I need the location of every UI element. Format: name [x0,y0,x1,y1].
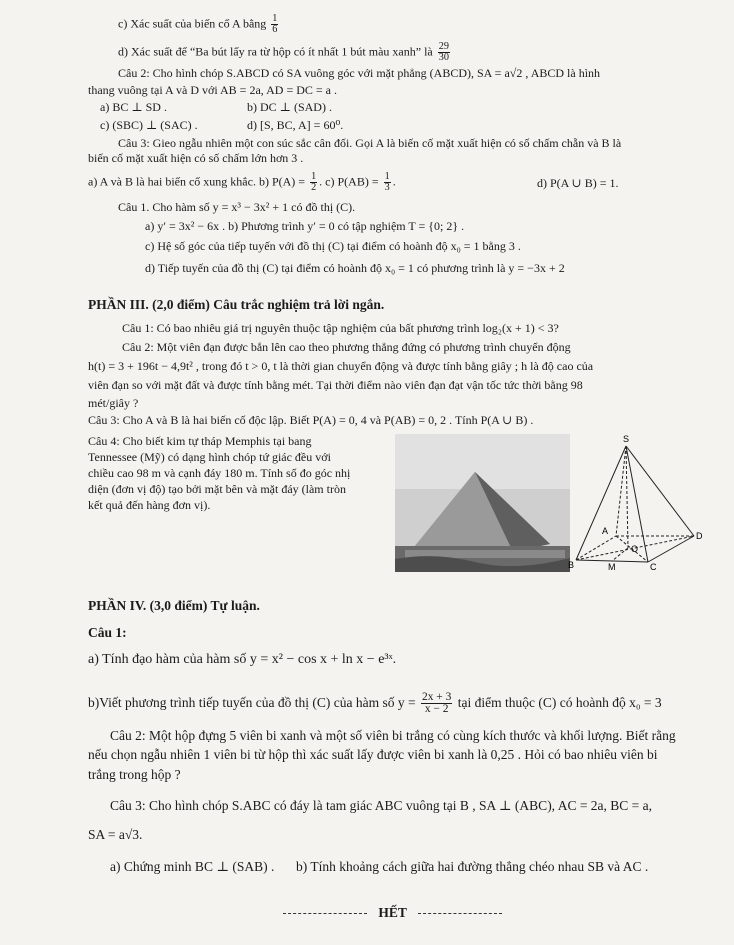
cau2-a: a) BC ⊥ SD . [100,100,167,114]
p4-cau2-line3: trắng trong hộp ? [88,767,181,782]
cau1-line: Câu 1. Cho hàm số y = x³ − 3x² + 1 có đồ thị (C). [118,200,356,214]
cau1-c: c) Hệ số góc của tiếp tuyến với đồ thị (C) tại điểm có hoành độ x₀ = 1 bằng 3 . [145,239,521,253]
label-m: M [608,562,616,572]
cau2-line1: Câu 2: Cho hình chóp S.ABCD có SA vuông góc với mặt phẳng (ABCD), SA = a√2 , ABCD là hình [118,66,601,80]
label-a: A [602,526,609,536]
cau2-b: b) DC ⊥ (SAD) . [247,100,332,114]
p3-cau2-line1: Câu 2: Một viên đạn được bắn lên cao theo phương thẳng đứng có phương trình chuyển động [122,340,571,354]
p3-cau1: Câu 1: Có bao nhiêu giá trị nguyên thuộc tập nghiệm của bất phương trình log₂(x + 1) < 3? [122,321,559,335]
p3-cau4-line4: diện (đơn vị độ) tạo bởi mặt bên và mặt đáy (làm tròn [88,482,346,496]
label-b: B [568,560,575,570]
cau1-d: d) Tiếp tuyến của đồ thị (C) tại điểm có hoành độ x₀ = 1 có phương trình là y = −3x + 2 [145,261,565,275]
label-c: C [650,562,657,572]
label-o: O [631,544,639,554]
cau3-options: a) A và B là hai biến cố xung khắc. b) P(A) = $\frac{1}{2}$ . c) P(AB) = $\frac{1}{3}$ . [88,171,396,194]
fraction: $\frac{1}{6}$ [272,13,278,36]
p3-cau3: Câu 3: Cho A và B là hai biến cố độc lập. Biết P(A) = 0, 4 và P(AB) = 0, 2 . Tính P(A ∪ B) . [88,413,534,427]
end-rule-right [418,913,502,914]
cau2-c: c) (SBC) ⊥ (SAC) . [100,118,198,132]
p4-cau2-line1: Câu 2: Một hộp đựng 5 viên bi xanh và một số viên bi trắng có cùng kích thước và khối lượng. Biết rằng [110,728,676,743]
part3-heading: PHẦN III. (2,0 điểm) Câu trắc nghiệm trả lời ngắn. [88,297,385,312]
p3-cau4-line5: kết quả đến hàng đơn vị). [88,498,211,512]
p4-cau3-line2: SA = a√3. [88,827,143,842]
fraction: $\frac{29}{30}$ [438,41,449,64]
pyramid-diagram [566,432,706,572]
p3-cau4-line3: chiều cao 98 m và cạnh đáy 180 m. Tính số đo góc nhị [88,466,351,480]
p3-cau2-line2: h(t) = 3 + 196t − 4,9t² , trong đó t > 0, t là thời gian chuyển động và được tính bằng giây ; h là độ cao của [88,359,594,373]
p3-cau2-line3: viên đạn so với mặt đất và được tính bằng mét. Tại thời điểm nào viên đạn đạt vận tốc tức thời bằng 98 [88,378,583,392]
end-rule-left [283,913,367,914]
p4-cau2-line2: nếu chọn ngẫu nhiên 1 viên bi từ hộp thì xác suất lấy được viên bi xanh là 0,25 . Hỏi có bao nhiêu viên bi [88,747,658,762]
p4-cau3-a: a) Chứng minh BC ⊥ (SAB) . [110,859,275,874]
p3-cau2-line4: mét/giây ? [88,396,139,410]
label-s: S [623,434,630,444]
fraction: $\frac{1}{2}$ [311,171,317,194]
pyramid-photo [395,434,570,572]
q-c-line: c) Xác suất của biến cố A bằng $\frac{1}{6}$ [118,13,278,36]
fraction: $\frac{1}{3}$ [384,171,390,194]
p4-cau1-a: a) Tính đạo hàm của hàm số y = x² − cos x + ln x − e³ˣ. [88,652,397,667]
cau2-line2: thang vuông tại A và D với AB = 2a, AD = DC = a . [88,83,337,97]
cau2-d: d) [S, BC, A] = 60⁰. [247,118,344,132]
q-d-line: d) Xác suất để “Ba bút lấy ra từ hộp có ít nhất 1 bút màu xanh” là $\frac{29}{30}$ [118,41,449,64]
part4-heading: PHẦN IV. (3,0 điểm) Tự luận. [88,598,260,613]
end-marker: HẾT [283,904,502,921]
cau3-d: d) P(A ∪ B) = 1. [537,176,619,190]
p4-cau1-heading: Câu 1: [88,625,127,640]
label-d: D [696,531,703,541]
cau1-ab: a) y′ = 3x² − 6x . b) Phương trình y′ = 0 có tập nghiệm T = {0; 2} . [145,219,465,233]
p3-cau4-line2: Tennessee (Mỹ) có dạng hình chóp tứ giác đều với [88,450,331,464]
fraction: $\frac{2x + 3}{x - 2}$ [421,691,452,716]
cau3-line2: biến cố mặt xuất hiện có số chấm lớn hơn 3 . [88,151,304,165]
p4-cau1-b: b)Viết phương trình tiếp tuyến của đồ thị (C) của hàm số y = $\frac{2x + 3}{x - 2}$ tại điểm thuộc (C) có hoành độ x₀ = 3 [88,691,662,716]
p3-cau4-line1: Câu 4: Cho biết kim tự tháp Memphis tại bang [88,434,312,448]
p4-cau3-b: b) Tính khoảng cách giữa hai đường thẳng chéo nhau SB và AC . [296,859,649,874]
p4-cau3-line1: Câu 3: Cho hình chóp S.ABC có đáy là tam giác ABC vuông tại B , SA ⊥ (ABC), AC = 2a, BC = a, [110,798,653,813]
cau3-line1: Câu 3: Gieo ngẫu nhiên một con súc sắc cân đối. Gọi A là biến cố mặt xuất hiện có số chấm chẵn và B là [118,136,622,150]
